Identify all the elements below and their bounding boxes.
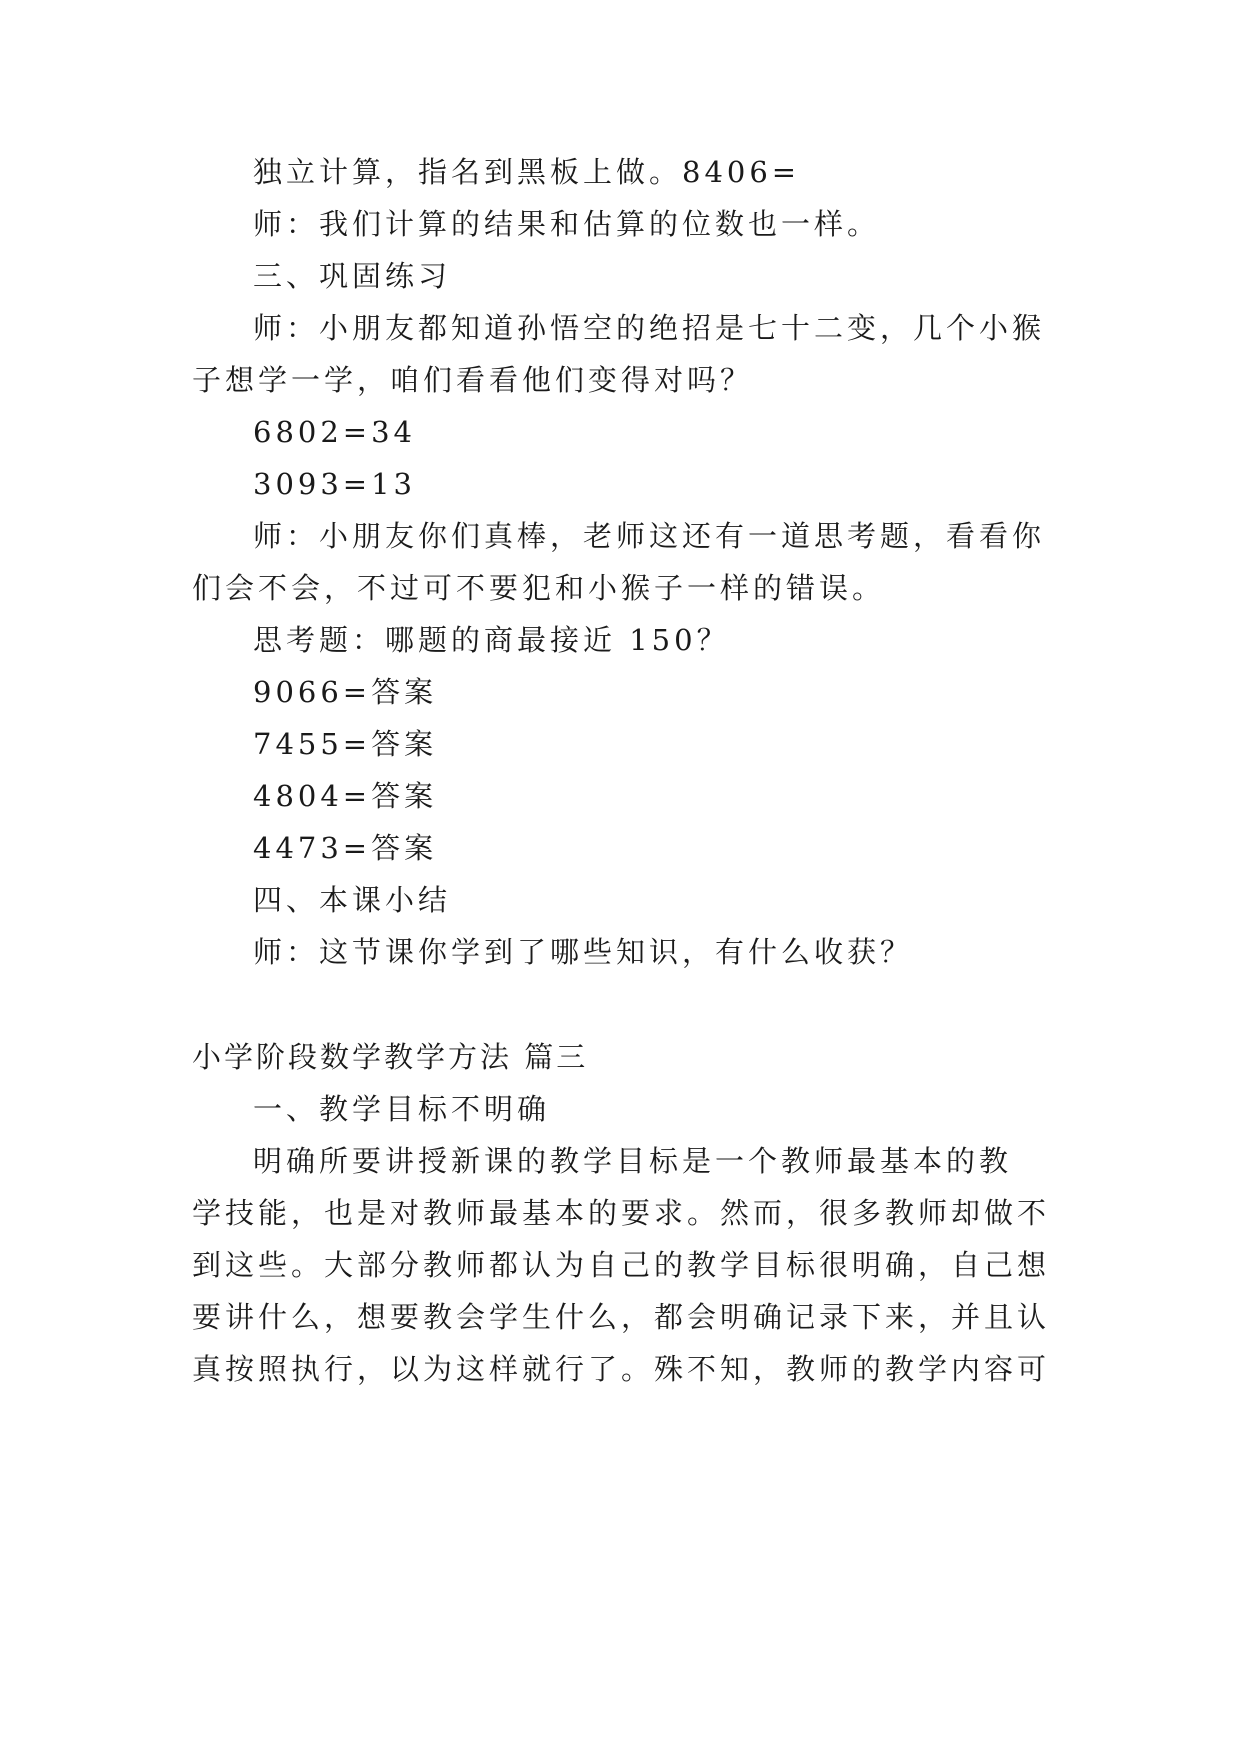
text-line-5: 子想学一学，咱们看看他们变得对吗？ <box>192 363 754 397</box>
section-heading-practice: 三、巩固练习 <box>253 259 452 293</box>
article-title: 小学阶段数学教学方法 篇三 <box>192 1040 589 1074</box>
section-heading-summary: 四、本课小结 <box>253 883 452 917</box>
paragraph-line-2: 学技能，也是对教师最基本的要求。然而，很多教师却做不 <box>192 1196 1051 1230</box>
equation-line-2: 3093=13 <box>253 467 417 501</box>
text-line-4: 师：小朋友都知道孙悟空的绝招是七十二变，几个小猴 <box>253 311 1046 345</box>
text-line-9: 们会不会，不过可不要犯和小猴子一样的错误。 <box>192 571 886 605</box>
section-heading-goal: 一、教学目标不明确 <box>253 1092 551 1126</box>
text-line-1: 独立计算，指名到黑板上做。8406= <box>253 155 801 189</box>
text-line-8: 师：小朋友你们真棒，老师这还有一道思考题，看看你 <box>253 519 1046 553</box>
answer-line-1: 9066=答案 <box>253 675 438 709</box>
paragraph-line-4: 要讲什么，想要教会学生什么，都会明确记录下来，并且认 <box>192 1300 1051 1334</box>
answer-line-3: 4804=答案 <box>253 779 438 813</box>
paragraph-line-1: 明确所要讲授新课的教学目标是一个教师最基本的教 <box>253 1144 1013 1178</box>
paragraph-line-5: 真按照执行，以为这样就行了。殊不知，教师的教学内容可 <box>192 1352 1051 1386</box>
answer-line-4: 4473=答案 <box>253 831 438 865</box>
answer-line-2: 7455=答案 <box>253 727 438 761</box>
text-line-16: 师：这节课你学到了哪些知识，有什么收获？ <box>253 935 914 969</box>
paragraph-line-3: 到这些。大部分教师都认为自己的教学目标很明确，自己想 <box>192 1248 1051 1282</box>
text-line-2: 师：我们计算的结果和估算的位数也一样。 <box>253 207 881 241</box>
equation-line-1: 6802=34 <box>253 415 417 449</box>
question-line: 思考题：哪题的商最接近 150？ <box>253 623 730 657</box>
